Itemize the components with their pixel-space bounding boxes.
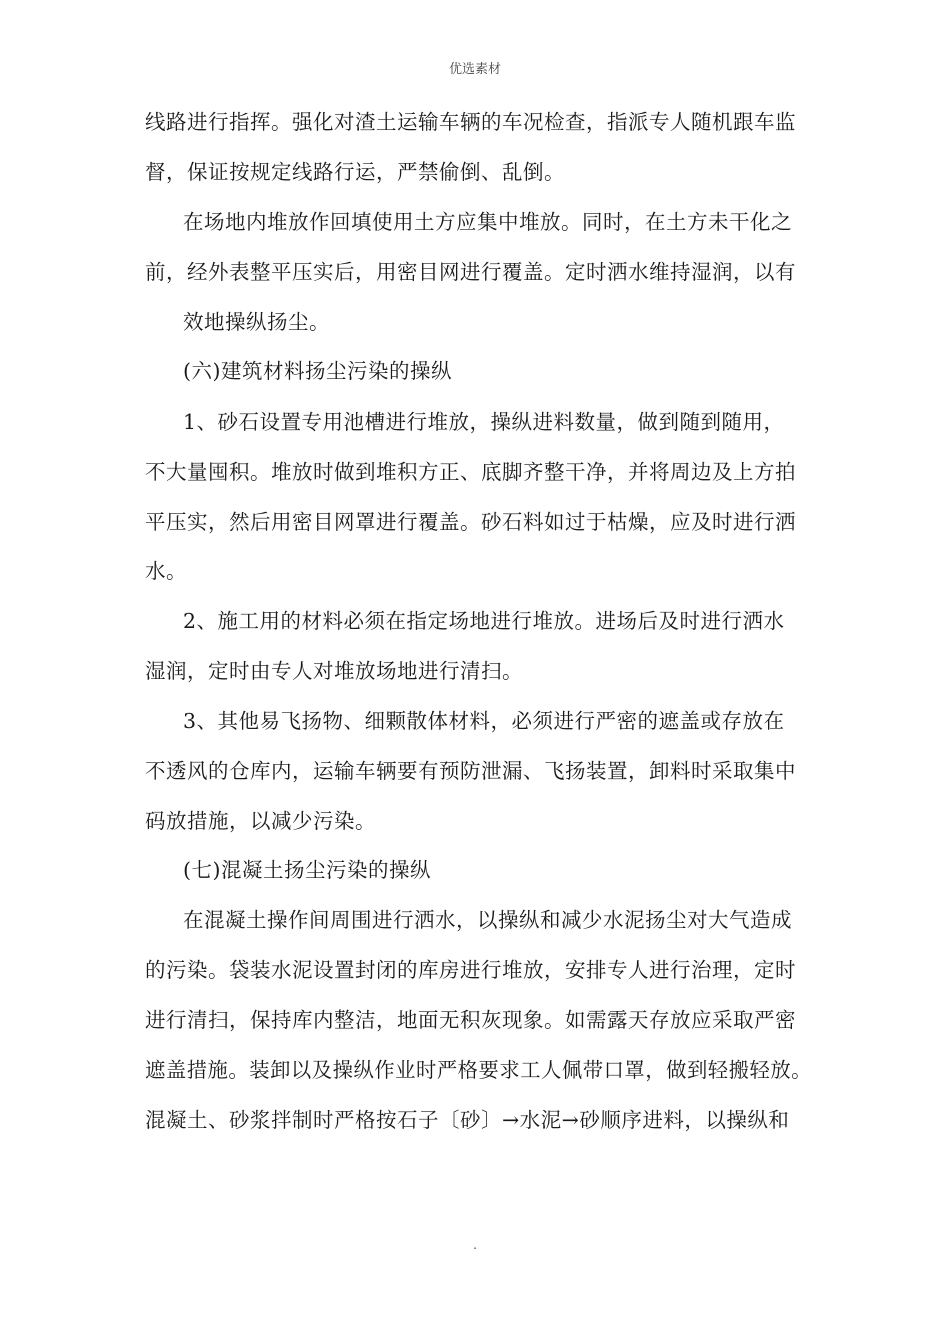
paragraph-line: 水。 <box>145 559 187 583</box>
section-heading: (七)混凝土扬尘污染的操纵 <box>183 858 431 882</box>
page-header: 优选素材 <box>448 62 501 77</box>
paragraph-line: 湿润，定时由专人对堆放场地进行清扫。 <box>145 659 523 683</box>
paragraph-line: 在混凝土操作间周围进行洒水，以操纵和减少水泥扬尘对大气造成 <box>183 908 792 932</box>
paragraph-line: 效地操纵扬尘。 <box>183 310 330 334</box>
paragraph-line: 线路进行指挥。强化对渣土运输车辆的车况检查，指派专人随机跟车监 <box>145 110 796 134</box>
paragraph-line: 督，保证按规定线路行运，严禁偷倒、乱倒。 <box>145 160 565 184</box>
paragraph-line: 混凝土、砂浆拌制时严格按石子〔砂〕→水泥→砂顺序进料，以操纵和 <box>145 1108 790 1132</box>
section-heading: (六)建筑材料扬尘污染的操纵 <box>183 359 452 383</box>
paragraph-line: 的污染。袋装水泥设置封闭的库房进行堆放，安排专人进行治理，定时 <box>145 958 796 982</box>
page-footer: . <box>473 1238 477 1252</box>
paragraph-line: 遮盖措施。装卸以及操纵作业时严格要求工人佩带口罩，做到轻搬轻放。 <box>145 1058 813 1082</box>
paragraph-line: 平压实，然后用密目网罩进行覆盖。砂石料如过于枯燥，应及时进行洒 <box>145 510 796 534</box>
paragraph-line: 在场地内堆放作回填使用土方应集中堆放。同时，在土方未干化之 <box>183 210 792 234</box>
paragraph-line: 码放措施，以减少污染。 <box>145 809 376 833</box>
paragraph-line: 2、施工用的材料必须在指定场地进行堆放。进场后及时进行洒水 <box>183 609 785 633</box>
paragraph-line: 进行清扫，保持库内整洁，地面无积灰现象。如需露天存放应采取严密 <box>145 1008 796 1032</box>
paragraph-line: 3、其他易飞扬物、细颗散体材料，必须进行严密的遮盖或存放在 <box>183 709 785 733</box>
paragraph-line: 不大量囤积。堆放时做到堆积方正、底脚齐整干净，并将周边及上方拍 <box>145 460 796 484</box>
paragraph-line: 不透风的仓库内，运输车辆要有预防泄漏、飞扬装置，卸料时采取集中 <box>145 759 796 783</box>
paragraph-line: 1、砂石设置专用池槽进行堆放，操纵进料数量，做到随到随用， <box>183 410 785 434</box>
paragraph-line: 前，经外表整平压实后，用密目网进行覆盖。定时洒水维持湿润，以有 <box>145 260 796 284</box>
